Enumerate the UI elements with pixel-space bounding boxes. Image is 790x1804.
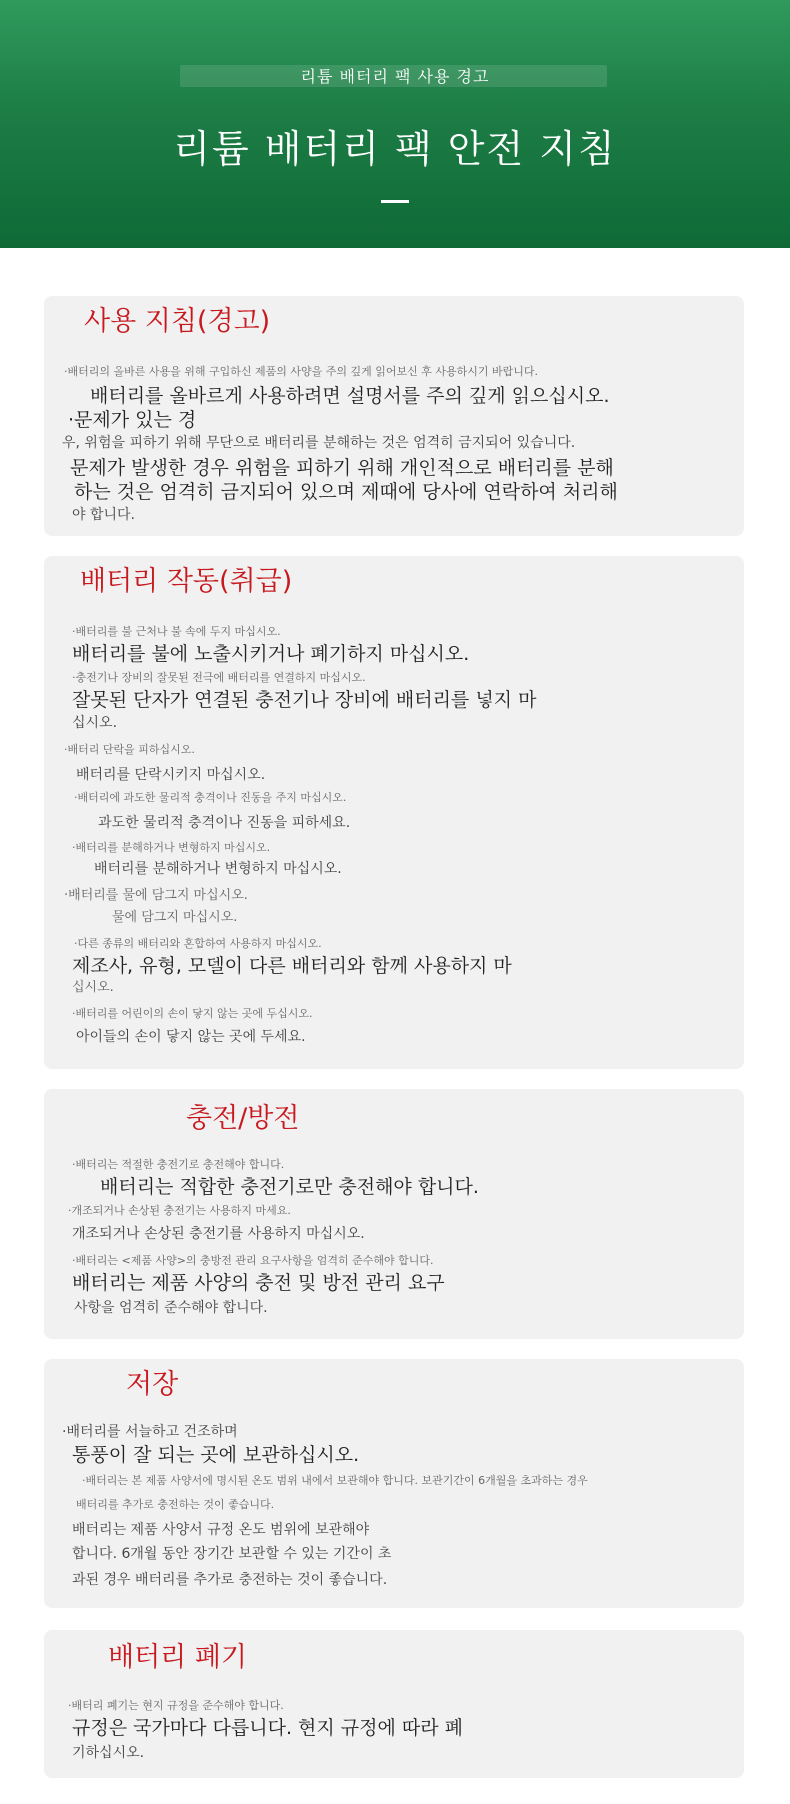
small-note: ·배터리를 어린이의 손이 닿지 않는 곳에 두십시오. <box>72 1007 313 1020</box>
small-note: ·개조되거나 손상된 충전기는 사용하지 마세요. <box>68 1204 291 1217</box>
section-heading: 배터리 작동(취급) <box>80 566 293 597</box>
body-text: 문제가 발생한 경우 위험을 피하기 위해 개인적으로 배터리를 분해 <box>70 457 614 479</box>
small-note: ·배터리를 분해하거나 변형하지 마십시오. <box>72 841 271 854</box>
body-text: 규정은 국가마다 다릅니다. 현지 규정에 따라 폐 <box>72 1717 464 1739</box>
title-divider <box>381 200 409 203</box>
body-text: 배터리를 단락시키지 마십시오. <box>76 767 266 783</box>
section-usage <box>44 296 744 536</box>
body-text: 우, 위험을 피하기 위해 무단으로 배터리를 분해하는 것은 엄격히 금지되어 있습니다. <box>62 435 576 451</box>
banner-title: 리튬 배터리 팩 안전 지침 <box>173 127 617 171</box>
section-heading: 사용 지침(경고) <box>84 306 271 337</box>
body-text: 십시오. <box>72 980 114 995</box>
section-heading: 저장 <box>126 1369 179 1400</box>
small-note: ·배터리 단락을 피하십시오. <box>64 743 195 756</box>
body-text: 과도한 물리적 충격이나 진동을 피하세요. <box>98 815 351 831</box>
body-text: 개조되거나 손상된 충전기를 사용하지 마십시오. <box>72 1226 365 1242</box>
section-heading: 배터리 폐기 <box>108 1642 247 1673</box>
body-text: 십시오. <box>72 715 118 731</box>
header-banner <box>0 0 790 248</box>
body-text: 물에 담그지 마십시오. <box>112 910 238 925</box>
body-text: 아이들의 손이 닿지 않는 곳에 두세요. <box>76 1029 306 1045</box>
small-note: ·배터리를 물에 담그지 마십시오. <box>64 888 248 903</box>
small-note: ·배터리의 올바른 사용을 위해 구입하신 제품의 사양을 주의 깊게 읽어보신 후 사용하시기 바랍니다. <box>64 365 538 378</box>
body-text: 잘못된 단자가 연결된 충전기나 장비에 배터리를 넣지 마 <box>72 689 537 711</box>
small-note: ·충전기나 장비의 잘못된 전극에 배터리를 연결하지 마십시오. <box>72 671 366 684</box>
small-note: ·배터리에 과도한 물리적 충격이나 진동을 주지 마십시오. <box>74 791 347 804</box>
body-text: 제조사, 유형, 모델이 다른 배터리와 함께 사용하지 마 <box>72 955 512 977</box>
small-note: ·배터리 폐기는 현지 규정을 준수해야 합니다. <box>68 1699 284 1712</box>
body-text: 배터리를 올바르게 사용하려면 설명서를 주의 깊게 읽으십시오. <box>90 385 610 407</box>
section-handling <box>44 556 744 1069</box>
body-text: 배터리를 분해하거나 변형하지 마십시오. <box>94 861 342 877</box>
small-note: ·배터리는 적절한 충전기로 충전해야 합니다. <box>72 1158 285 1171</box>
small-note: ·배터리를 불 근처나 불 속에 두지 마십시오. <box>72 625 281 638</box>
small-note: ·다른 종류의 배터리와 혼합하여 사용하지 마십시오. <box>74 937 322 950</box>
section-charging <box>44 1089 744 1339</box>
body-text: 합니다. 6개월 동안 장기간 보관할 수 있는 기간이 초 <box>72 1546 392 1562</box>
body-text: 배터리를 불에 노출시키거나 폐기하지 마십시오. <box>72 643 470 665</box>
body-text: 배터리는 제품 사양서 규정 온도 범위에 보관해야 <box>72 1522 370 1538</box>
body-text: ·문제가 있는 경 <box>68 409 197 431</box>
body-text: 과된 경우 배터리를 추가로 충전하는 것이 좋습니다. <box>72 1572 388 1588</box>
body-text: 기하십시오. <box>72 1745 145 1761</box>
section-disposal <box>44 1630 744 1778</box>
body-text: 야 합니다. <box>72 507 135 523</box>
banner-subtitle: 리튬 배터리 팩 사용 경고 <box>300 67 490 86</box>
body-text: 통풍이 잘 되는 곳에 보관하십시오. <box>72 1444 360 1466</box>
section-storage <box>44 1359 744 1608</box>
section-heading: 충전/방전 <box>186 1103 300 1134</box>
body-text: ·배터리를 서늘하고 건조하며 <box>62 1424 238 1440</box>
small-note: ·배터리는 <제품 사양>의 충방전 관리 요구사항을 엄격히 준수해야 합니다. <box>72 1254 434 1267</box>
small-note: ·배터리는 본 제품 사양서에 명시된 온도 범위 내에서 보관해야 합니다. 보관기간이 6개월을 초과하는 경우 <box>82 1474 588 1487</box>
body-text: 배터리는 적합한 충전기로만 충전해야 합니다. <box>100 1176 479 1198</box>
body-text: 하는 것은 엄격히 금지되어 있으며 제때에 당사에 연락하여 처리해 <box>74 481 618 503</box>
small-note: 배터리를 추가로 충전하는 것이 좋습니다. <box>76 1498 275 1511</box>
body-text: 배터리는 제품 사양의 충전 및 방전 관리 요구 <box>72 1272 445 1294</box>
body-text: 사항을 엄격히 준수해야 합니다. <box>74 1300 268 1316</box>
